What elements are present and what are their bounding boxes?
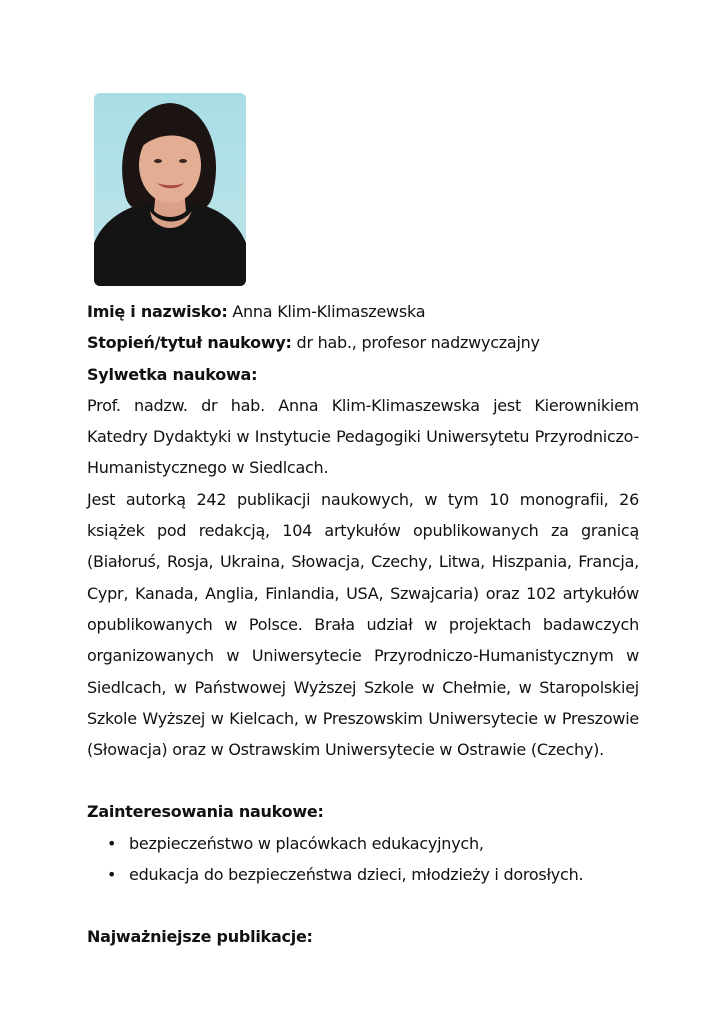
- bullet-icon: •: [107, 865, 117, 885]
- spacer: [87, 765, 639, 796]
- interest-text: edukacja do bezpieczeństwa dzieci, młodzieży i dorosłych.: [129, 865, 584, 885]
- interests-heading: Zainteresowania naukowe:: [87, 802, 324, 822]
- name-value: Anna Klim-Klimaszewska: [227, 302, 426, 321]
- spacer: [87, 890, 639, 921]
- name-row: [87, 296, 639, 327]
- bio-paragraph-2: Jest autorką 242 publikacji naukowych, w tym 10 monografii, 26 książek pod redakcją, 104 artykułów opublikowanych za granicą (Białoruś, Rosja, Ukraina, Słowacja, Czechy, Litwa, Hiszpania, Francja, Cypr, Kanada, Anglia, Finlandia, USA, Szwajcaria) oraz 102 artykułów opublikowanych w Polsce. Brała udział w projektach badawczych organizowanych w Uniwersytecie Przyrodniczo-Humanistycznym w Siedlcach, w Państwowej Wyższej Szkole w Chełmie, w Staropolskiej Szkole Wyższej w Kielcach, w Preszowskim Uniwersytecie w Preszowie (Słowacja) oraz w Ostrawskim Uniwersytecie w Ostrawie (Czechy).: [87, 489, 639, 760]
- profile-content: [87, 296, 639, 953]
- publications-heading: Najważniejsze publikacje:: [87, 927, 313, 947]
- bio-heading: Sylwetka naukowa:: [87, 364, 258, 384]
- bullet-icon: •: [107, 833, 117, 853]
- interest-text: bezpieczeństwo w placówkach edukacyjnych,: [129, 833, 484, 853]
- interests-list: [87, 828, 639, 891]
- list-item: [87, 828, 639, 859]
- list-item: [87, 859, 639, 890]
- degree-value: dr hab., profesor nadzwyczajny: [291, 333, 540, 353]
- name-label: Imię i nazwisko:: [87, 302, 228, 321]
- degree-row: [87, 327, 639, 358]
- degree-label: Stopień/tytuł naukowy:: [87, 333, 292, 353]
- profile-photo: [94, 93, 246, 286]
- bio-paragraph-1: Prof. nadzw. dr hab. Anna Klim-Klimaszewska jest Kierownikiem Katedry Dydaktyki w Instytucie Pedagogiki Uniwersytetu Przyrodniczo-Humanistycznego w Siedlcach.: [87, 395, 639, 478]
